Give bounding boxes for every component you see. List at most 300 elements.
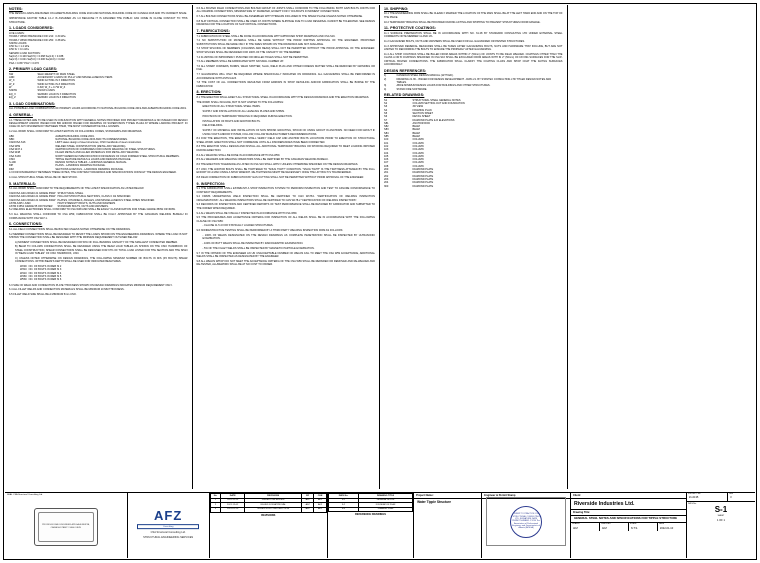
inspection-9-6-b: - 100% OF BUTT WELDS SHALL BE INSPECTED BY RADIOGRAPHIC EXAMINATION. [202, 242, 304, 246]
date-field [658, 523, 686, 531]
connections-6-1: 6.1 ALL FIELD CONNECTIONS SHALL BE BOLTED UNLESS NOTED OTHERWISE ON THE DRAWINGS. [9, 227, 131, 231]
mat-key: ASTM F1554 GRADE 55 OR HIGHER [9, 205, 53, 209]
ref-key: 2) [384, 77, 387, 81]
case-val: SNOW LOADS [37, 89, 55, 93]
rev-value: 3 [730, 496, 732, 500]
dwg-val: COLUMN [412, 151, 424, 155]
dwg-val: COLUMN [412, 161, 424, 165]
bolt-key: W460 [20, 274, 27, 278]
load-val: 0.30 kPa [55, 35, 66, 39]
sheet-value: 1 OF 1 [716, 519, 725, 523]
coatings-11-1: 11.1 SURFACE PREPARATION SHALL BE IN ACCORDANCE WITH NO. 61.28 BY STANDARD CONSULTING LTD UNDER EXTERNAL STEEL COMMENTS NOTE MEMBER 11 AND 1%. [384, 31, 563, 39]
case-val: WIND ACTING IN Z DIRECTION [37, 82, 75, 86]
logo-mark: AFZ [154, 508, 183, 524]
rev-desc: ISSUED FOR CONSTRUCTION [244, 507, 301, 512]
dwg-key: 300 [384, 184, 389, 188]
scale-field [629, 523, 658, 531]
bolt-val: NO. OF BOLTS IN WEB IS 6 [28, 278, 62, 282]
dwg-key: S82 [384, 125, 389, 129]
coatings-11-4: 11.4 ALL SHOP COATINGS SHALL BE BILLED FROM AREAS WITHIN 2" (50mm) OF JOINTS TO BE FIELD WELDED. COATINGS OTHER THAN THE CLASS A OR B COATINGS SPECIFIED IN CSA S16 SHALL BE EXCLUDED FROM AREAS WITH IN 2" (50mm) OF FAYING SURFACES FOR THE SLIP-CRITICAL BOLTED CONNECTIONS. THE FABRICATOR SHALL CLARIFY THE COATING CLASS AND SHOP COAT THE FAYING SURFACES ACCORDINGLY. [384, 52, 563, 66]
load-comb-para-1: ALL POSSIBLE LOAD COMBINATIONS OF PRIMARY LOADS ACCORDING TO NATIONAL BUILDING CODE 2019 AND ALBERTA BUILDING CODE 2019. [9, 107, 187, 111]
code-key: CSA S136 [9, 154, 21, 158]
dwg-val: COLUMN [412, 138, 424, 142]
case-val: WIND ACTING IN X DIRECTION [37, 79, 75, 83]
rev-by: AFZ [302, 503, 314, 508]
notes-column-4 [568, 5, 756, 489]
code-val: SECTIONS & DETAILS - LANDINGS DRAWING PACKAGE. [55, 167, 124, 171]
dwg-val: 3D VIEW [412, 105, 424, 109]
code-val: FILLER METALS AND ALLIED MATERIALS FOR METAL ARC WELDING. [55, 151, 140, 155]
ref-val: ABCE MINIMUM DESIGN LOADS FOR BUILDINGS AND OTHER STRUCTURES. [396, 84, 491, 88]
project-name-cell [414, 493, 482, 558]
dwg-val: DIAMOND PLATE [412, 181, 434, 185]
dwg-key: 200 [384, 168, 389, 172]
project-no-field [687, 493, 728, 501]
drawn-label: DRAWN [571, 523, 580, 526]
load-key: 1/50 Ss = 1.2 kPa [9, 45, 30, 49]
code-val: NATIONAL BUILDING CODE 2015 AND ITS COMMENTARIES. [55, 138, 128, 142]
case-key: EQ_X [9, 92, 16, 96]
ref-key: 1) [384, 74, 387, 78]
revisions-block [210, 493, 328, 558]
rev-date: 2021-12-02 [221, 503, 245, 508]
code-key: CSA W47.1 [9, 148, 23, 151]
mat-key: CAN/CSA G40.20/G40.21 GRADE 350W [9, 191, 56, 195]
dwg-no-value: S-1 [714, 505, 728, 515]
design-references-table [384, 74, 563, 90]
code-val: DESIGN NOTES & TABLES - LANDINGS GENERAL MANUAL [55, 161, 127, 165]
inspection-9-5-a: - CLAUSE 11.5.4 FOR STATICALLY LOADED STRUCTURES. [202, 224, 274, 228]
rev-desc: ISSUED FOR REVIEW [244, 498, 301, 503]
checked-value: AFZ [601, 526, 607, 530]
dwg-val: STRUCTURAL STEEL GENERAL NOTES [412, 98, 461, 102]
code-key: DIM [9, 167, 14, 171]
date-label: DATE [658, 523, 665, 526]
load-val: Sa(2.0) = 0.021 Sa(5.0) = 0.006 Sa(10.0) = 0.002 [9, 58, 65, 62]
connections-6-2-a: A) MOMENT CONNECTIONS SHALL BE DESIGNED FOR 50% OF FULL BENDING CAPACITY OF THE SMALLEST CONNECTED MEMBER. [15, 240, 178, 244]
dwg-val: DIAMOND PLATE [412, 174, 434, 178]
coatings-11-2: 11.2 GALVANIZED BOLTS, NUTS AND WASHERS SHALL BE USED FOR ALL GALVANIZED OR PAINTED STRUCTURES. [384, 40, 525, 44]
bolt-minimums-table [20, 265, 74, 281]
section-inspection: 9. INSPECTION: [196, 181, 226, 186]
dwg-val: COLUMN [412, 148, 424, 152]
drawn-field [571, 523, 600, 531]
load-val: PGA = 0.057 PGV = 0.076 [9, 61, 39, 65]
client-company-name: Riverside Industries Ltd. [571, 499, 686, 510]
ref-col-title: DRAWING TITLE [358, 494, 412, 499]
materials-table [9, 192, 188, 208]
company-logo [130, 509, 206, 539]
client-title-cell [571, 493, 687, 558]
erection-8-5: 8.5 ALL WELDERS AND WELDING OPERATORS SHALL BE CERTIFIED BY THE CANADIAN WELDING BUREAU. [196, 158, 329, 162]
rev-chk: AFZ [314, 503, 327, 508]
consultant-seal [34, 508, 98, 546]
bolt-key: W310 [20, 268, 27, 272]
code-val: ALBERTA BUILDING CODE 2019. [55, 134, 95, 138]
coatings-11-3: 11.3 APPROVED REMEDIAL MEASURES SHALL BE TAKEN AFTER GALVANIZING BOLTS, NUTS AND HARDWARE THAT INCLUDE, BUT ARE NOT LIMITED TO REFORMING THE BOLTS TO ENSURE THE PROPERLY AFTER GALVANIZING. [384, 44, 563, 52]
inspection-9-7: 9.7 IN THE OPINION OF THE ENGINEER AN UN UNACCEPTABLE NUMBER OF WELDS FAIL TO MEET THE CSA W59 ACCEPTANCE, ADDITIONAL WELDS SHALL BE INSPECTED AS DESIGNATED BY THE ENGINEER. [196, 251, 375, 258]
code-key: NBC [9, 138, 15, 142]
bolt-key: W530 [20, 278, 27, 282]
ref-title: FOUNDATION PLAN [358, 503, 412, 508]
code-val: CERTIFICATION OF COMPANIES FOR FUSION WELDING OF STEEL STRUCTURES. [55, 148, 156, 151]
case-key: EQ_Z [9, 95, 16, 99]
dwg-val: BEAM [412, 128, 420, 132]
code-val: TIPPLE FEATURE DETAILS & LOADS AND DESIGNS PACKAGE. [55, 157, 132, 161]
connections-6-4: 6.4 ALL FILLET WELDS AND CONNECTION MATERIALS SHALL BE MINIMUM 10 MM THICKNESS. [9, 288, 125, 292]
materials-5-2: 5.2 WELDING ELECTRODES SHALL CONFORM TO CSA W48 AND SHALL BE EASILY CLASSIFICATION FOR STEEL GRADE 350W OR 300W. [9, 208, 176, 212]
connections-6-3: 6.3 SIZE OF WELD AND CONNECTION PLATE THICKNESS SHOWN ON DESIGN DRAWINGS INDICATES MINIMUM REQUIREMENT ONLY. [9, 283, 173, 287]
erection-bullet: PROVISION OF TEMPORARY BRACING IF REQUIRED DURING ERECTION. [202, 114, 293, 118]
scale-label: SCALE [629, 523, 637, 526]
rev-field [728, 493, 755, 501]
erection-8-6: 8.6 THE ERECTION TOLERANCE AS LISTED IN CSA S16 SHALL APPLY UNLESS OTHERWISE SPECIFIED ON THE DESIGN DRAWINGS. [196, 163, 359, 167]
dwg-val: COLUMN [412, 141, 424, 145]
code-val: WELDED STEEL CONSTRUCTION (METAL ARC WELDING). [55, 144, 127, 148]
shipping-10-1: 10.1 THE ENGINEERING FIRM SHALL BE CLEARLY MARKED THE LOCATION OF THE MAIN SHALL BE AT THE LEFT HAND END AND ON THE TOP OF THE PIECE. [384, 12, 563, 19]
rev-by: AFZ [302, 498, 314, 503]
erection-bullet: ERECTION OF ALL STRUCTURAL STEEL ITEMS. [202, 105, 261, 109]
reference-drawings-label: REFERENCE DRAWINGS [355, 513, 387, 517]
case-val: 0.3W, W_X + 0.7W W_Z [37, 86, 66, 90]
ref-title: FRAMING PLAN [358, 507, 412, 512]
dwg-val: BEAM [412, 135, 420, 139]
load-key: SEISMIC LOAD FACTORS: [9, 51, 41, 55]
mat-val: STANDARD BOLTS, NUTS AND WASHERS. [57, 205, 109, 209]
case-key: SW [9, 72, 14, 76]
inspection-9-6-c: - 5% OF THE FILLET WELDS SHALL BE INSPECTED BY MAGNETIC PARTICLE EXAMINATION. [202, 246, 315, 250]
section-primary-load-cases: 2. PRIMARY LOAD CASES: [9, 67, 58, 72]
bolt-val: NO. OF BOLTS IN WEB IS 2 [28, 265, 62, 269]
mat-val: HOLLOW STRUCTURAL SECTIONS, CLASS C AS SPECIFIED. [57, 195, 132, 199]
project-name-value: Water Tipple Structure [417, 500, 452, 505]
ref-val: DRAWING 21.36 - ISSUED FOR DESIGN DEVELOPMENT - DWG 21. BY STANTEC CONSULTING LTD TITLED DESIGN NOTES AND TABLES. [396, 77, 552, 84]
section-notes-heading: NOTES: [9, 7, 23, 11]
dwg-val: DIAMOND PLATE [412, 171, 434, 175]
load-val: Sa(0.2) = 0.100 Sa(0.5) = 0.068 Sa(1.0) = 0.038 [9, 55, 64, 59]
mat-val: HIGH STRENGTH BOLTS, NUTS AND WASHERS [57, 201, 116, 205]
erection-8-8: 8.8 FIELD CORRECTION OF FABRICATION BY GAS CUTTING SHALL NOT BE PERMITTED WITHOUT PRIOR APPROVAL OF THE ENGINEER. [196, 175, 365, 179]
dwg-val: COLUMN [412, 154, 424, 158]
fabrications-7-6: 7.6 ALL SHARP CORNERS, BURRS, WELD SPATTER, SLAG, WELD PLUG AND OTHER FOREIGN MATTER SHALL BE REMOVED BY GRINDING OR FILE. [196, 65, 375, 72]
dwg-key: 104 [384, 151, 389, 155]
date-value: 2022-01-10 [659, 526, 674, 530]
erection-bullet: FIELD WELDING. [202, 124, 224, 128]
shipping-10-2: 10.2 TEMPORARY BRACING SHALL BE PROVIDED DURING LIFTING AND SHIPPING TO PREVENT STRUCTURES FROM DAMAGE. [384, 20, 541, 24]
logo-subtitle: CSA Structural Consulting Ltd. [150, 530, 186, 534]
mat-val: PLATES, CHANNELS, ANGLES, AND MISCELLANEOUS STEEL WHEN SPECIFIED. [57, 198, 155, 202]
project-no-label: PROJECT No. [687, 493, 701, 495]
dwg-key: 201 [384, 171, 389, 175]
dwg-key: S83 [384, 128, 389, 132]
fabrications-7-1: 7.1 FABRICATION OF STEEL SHALL BE DONE IN ACCORDANCE WITH APPROVED SHOP DRAWINGS AND CSA S16. [196, 34, 336, 38]
sheet-label: SHEET [717, 515, 725, 518]
dwg-val: DETAIL SHEET [412, 115, 431, 119]
bolt-val: NO. OF BOLTS IN WEB IS 4 [28, 271, 62, 275]
ref-val: CANADIAN STEEL DESIGN MANUAL (11TH ED). [396, 74, 454, 78]
case-key: ADD [9, 76, 15, 80]
dwg-key: 106 [384, 158, 389, 162]
rev-date: 2021-11-15 [221, 498, 245, 503]
ref-col-no: DWG No. [329, 494, 359, 499]
section-connections: 6. CONNECTIONS: [9, 222, 43, 227]
connections-6-5: 6.5 FILLET WELD SIZE SHALL BE A MINIMUM 5mm UNO. [9, 293, 77, 297]
dwg-val: COLUMN SETTING OUT AND FOUNDATION [412, 102, 465, 106]
connections-6-8: 6.8 SLIP CRITICAL CONNECTION SHALL BE USED AT JOINTS WHERE SLIPPAGE DUE TO LOAD REVERSAL CANNOT BE TOLERATED. SEE DESIGN DRAWING FOR THE LOCATION OF SLIP CRITICAL CONNECTIONS. [196, 19, 375, 27]
drawing-title-value: GENERAL STEEL NOTES AND SPECIFICATIONS FOR TIPPLE STRUCTURE [571, 516, 686, 523]
reference-drawings-block [328, 493, 413, 558]
dwg-key: 204 [384, 181, 389, 185]
fabrications-7-8: 7.8 THE COST OF ALL CORRECTIONS RESULTED FROM ERRORS IN SHOP DETAILING AND/OR FABRICATION SHALL BE BORNE BY THE FABRICATOR. [196, 81, 375, 88]
drawn-value: AFZ [572, 526, 578, 530]
erection-8-4: 8.4 ALL WELDING SHALL BE DONE IN ACCORDANCE WITH CSA W59. [196, 153, 281, 157]
erection-8-7: 8.7 UNO, THE ANCHOR BOLTS SHALL BE TIGHTENED TO "SNUG TIGHT" CONDITION. "SNUG TIGHT" IS THE TIGHTNESS ATTAINED BY THE FULL EFFORT OF A MAN USING A SPUD WRENCH. RE-TIGHTENING MIGHT BE NECESSARY ONCE THE LIFT BOLT IS TRANSFERRED. [196, 167, 375, 175]
code-val: LIMIT states design of steel structures, CISC handbook of steel construction. [55, 141, 142, 145]
dwg-key: S4 [384, 108, 388, 112]
erection-8-3: 8.3 THE ERECTOR SHALL DESIGN AND INSTALL ALL ADDITIONAL TEMPORARY BRACING OR SHORING REQUIRED TO MEET LOADING IMPOSED DURING ERECTION. [196, 145, 375, 152]
dwg-key: 105 [384, 154, 389, 158]
section-related-drawings: RELATED DRAWINGS: [384, 93, 425, 98]
dwg-key: 108 [384, 164, 389, 168]
erection-8-1: 8.1 THE ERECTOR SHALL ERECT ALL STRUCTURAL STEEL IN ACCORDANCE WITH THE DESIGN DRAWINGS AND THE ERECTION DRAWINGS. [196, 95, 370, 99]
erection-bullet: SUPPLY OF MATERIAL AND INSTALLATION OF NON SHRINK GROUTING, SHOUD OF USING GROUT IN ANCHORS. NO NEED FOR GROUT IF USING VOLTS AND/OR SYSTEM, FOLLOW, FOLLOW MANUFACTURER'S RECOMMENDATIONS. [202, 129, 375, 136]
notes-columns [5, 5, 755, 489]
table-row [210, 507, 326, 512]
notes-column-1 [5, 5, 193, 489]
materials-5-1: 5.1 ALL WORK SHALL CONFORM TO THE REQUIREMENTS OF THE LATEST SPECIFICATION AS LISTED BELOW. [9, 187, 145, 191]
dwg-val: DIAMOND PLATE [412, 184, 434, 188]
dwg-val: ANCHOR ROD [412, 121, 430, 125]
dwg-val: DIAMOND PLATE [412, 168, 434, 172]
rev-by: AFZ [302, 507, 314, 512]
inspection-9-6: 9.6 NONDESTRUCTIVE TESTING SHALL BE PERFORMED BY A THIRD PARTY WELDING INSPECTION FIRM AS FOLLOWS: [196, 229, 344, 233]
connections-6-2: 6.2 MEMBER CONNECTIONS SHALL BE DESIGNED TO RESIST THE LOADS SHOWN ON THE ENGINEERING DRAWINGS. WHERE THE LOAD IS NOT SHOWN THE CONNECTION SHALL BE DESIGNED WITH THE MINIMUM REQUIREMENT OUTLINED BELOW. [9, 232, 188, 239]
dwg-key: S6 [384, 115, 388, 119]
notes-para-1: THE DESIGN LOADS ARE BASED ON ALBERTA BUILDING CODE 2019 AND NATIONAL BUILDING CODE OF CANADA 2015 AND ITS CURRENT ISSUE. [9, 12, 188, 16]
connections-6-2-b: B) BEAM TO COLUMN CONNECTIONS SHALL BE DESIGNED USING THE BEAM LOAD TABLES AS SHOWN ON THE CISC HANDBOOK OF STEEL CONSTRUCTION, SHEAR CONNECTIONS SHALL BE DESIGNED FOR 67% OF TOTAL LOAD LISTED FOR THE SECTION AND THE SPAN IN "BEAM LOAD TABLES" OF CISC HANDBOOK, UNO. [15, 245, 188, 256]
revisions-cell [210, 493, 414, 558]
notes-column-3 [380, 5, 568, 489]
fabrications-7-4: 7.4 FLUSHING OF IMPROPERLY PUNCHED OR DRILLED HOLES SHALL NOT BE PERMITTED. [196, 55, 309, 59]
seal-note-cell [5, 493, 128, 558]
table-row [329, 507, 413, 512]
dwg-key: S81 [384, 121, 389, 125]
permit-stamp-area [486, 497, 566, 546]
section-fabrications: 7. FABRICATIONS: [196, 29, 230, 34]
inspection-9-3: 9.3 RECORDS OF INSPECTIONS AND CERTIFIED REPORTS OF TEST PERFORMANCE SHALL BE RETAINED BY FABRICATOR AND SUBMITTED TO THE OWNER WHEN REQUIRED. [196, 203, 375, 210]
general-4-4: 4.4 ALL STRUCTURAL STEEL SHALL BE OF NEW STOCK. [9, 175, 78, 179]
erection-work-intro: THE WORK SHALL INCLUDE, BUT IS NOT LIMITED TO THE FOLLOWING: [196, 100, 284, 104]
rev-label: REV [729, 493, 734, 495]
dwg-key: S5 [384, 111, 388, 115]
fabrications-7-5: 7.5 ALL MEMBERS SHALL BE FABRICATED WITH NATURAL CAMBER UP. [196, 60, 284, 64]
notes-column-2 [193, 5, 381, 489]
rev-no: 3 [210, 507, 221, 512]
title-block [5, 492, 755, 558]
rev-col-no: No. [210, 494, 221, 499]
section-design-references: DESIGN REFERENCES: [384, 68, 427, 73]
permit-stamp-label: Engineer & Permit Stamp [482, 493, 570, 499]
inspection-9-2: 9.2 FIRMS UNDERTAKING WELD INSPECTION SHALL BE CERTIFIED TO CAN W178.1 "CERTIFICATION OF WELDING INSPECTION ORGANIZATIONS". ALL WELDING INSPECTORS SHALL BE CERTIFIED TO CAN W178.2 "CERTIFICATION OF WELDING INSPECTORS". [196, 195, 375, 202]
mat-key: CAN/CSA G40.20/G40.21 GRADE 300W [9, 198, 56, 202]
connections-6-2-c: C) UNLESS NOTED OTHERWISE ON DESIGN DRAWINGS, THE FOLLOWING MINIMUM NUMBER OF BOLTS IN M/S (P2 BOLTS) SHEAR CONNECTIONS. WITHIN BEAM'S DEPTH SHALL BE USED FOR INDICATED BEAM SIZES. [15, 256, 188, 264]
project-name-label: Project Name: [414, 493, 481, 499]
primary-load-cases-table [9, 73, 188, 99]
rev-no: 1 [210, 498, 221, 503]
load-key: LIVE LOADS: [9, 31, 25, 35]
rev-chk: AFZ [314, 507, 327, 512]
dwg-key: S7 [384, 118, 388, 122]
connections-6-7: 6.7 ALL BOLTED CONNECTIONS SHALL BE ASSEMBLED WITH THREADS INCLUDED IN THE SHEAR PLANE UNLESS NOTED OTHERWISE. [196, 15, 363, 19]
bolt-key: W200 [20, 265, 27, 269]
section-erection: 8. ERECTION: [196, 90, 222, 95]
dwg-val: COLUMN [412, 164, 424, 168]
rev-col-date: DATE [221, 494, 245, 499]
seal-note-text: SEAL CSA Structural Consulting Ltd. [7, 494, 43, 496]
ref-title: GENERAL NOTES [358, 498, 412, 503]
rev-chk: AFZ [314, 498, 327, 503]
logo-tagline: STRUCTURAL ENGINEERING SERVICES [143, 535, 194, 539]
dwg-key: 101 [384, 141, 389, 145]
dwg-key: S85 [384, 135, 389, 139]
dwg-key: S84 [384, 131, 389, 135]
rev-col-chk: CHK [314, 494, 327, 499]
code-key: CAN/CSA S16 [9, 141, 26, 145]
dwg-val: DIAMOND PLATE [412, 177, 434, 181]
dwg-key: 103 [384, 148, 389, 152]
load-key: 1/50 Sr = 0.1 kPa [9, 48, 29, 52]
revision-table[interactable] [210, 493, 327, 513]
case-key: SNOW [9, 89, 17, 93]
related-drawings-table [384, 99, 563, 188]
rev-desc: ISSUED FOR APPROVAL [244, 503, 301, 508]
dwg-val: SECTION SHEET [412, 111, 434, 115]
ref-key: 4) [384, 87, 387, 91]
dwg-key: S3 [384, 105, 388, 109]
ref-no: S-3 [329, 507, 359, 512]
code-key: DIP [9, 164, 14, 168]
inspection-9-1: 9.1 THE FABRICATOR SHALL ESTABLISH A SHOP INSPECTION SYSTEM TO PERFORM INSPECTION AND TEST TO ASSURE CONFORMANCE TO CONTRACT REQUIREMENTS. [196, 187, 375, 194]
dwg-key: 102 [384, 144, 389, 148]
client-label: Client: [571, 493, 686, 499]
connections-6-6: 6.6 ALL BOLTED FIELD CONNECTIONS AND BOLTED GROUP OF JOINTS SHALL CONFORM TO THE FOLLOWING: BOTH A325 BOLTS JOINTS FOR ALL FRAMING CONNECTIONS, MINIMUM SIZE %" DIAMETER, EXCEPT FOR 1" DIA BOLTS IN MOMENT CONNECTIONS. [196, 7, 375, 14]
reference-drawings-table[interactable] [328, 493, 413, 512]
case-key: W_X [9, 79, 15, 83]
mat-val: STRUCTURAL STEEL [57, 191, 84, 195]
project-no-value: 21-0135 [688, 496, 699, 500]
checked-label: CHECKED [600, 523, 611, 526]
inspection-9-8: 9.8 ALL WELDS WHICH DO NOT MEET THE ACCEPTANCE CRITERIA OF THE CSA W59 SHALL BE REPAIRED OR REMOVED AND RE-WELDED AND RE-TESTED, ALL/REWORK SHALL BE AT NO COST TO OWNER. [196, 259, 375, 266]
dwg-key: S2 [384, 102, 388, 106]
load-val: 0.38 kPa [55, 38, 66, 42]
section-general: 4. GENERAL: [9, 113, 33, 118]
bolt-val: NO. OF BOLTS IN WEB IS 5 [28, 274, 62, 278]
code-key: CSA W48 [9, 151, 21, 155]
code-key: S-190 [9, 161, 16, 165]
bolt-val: NO. OF BOLTS IN WEB IS 3 [28, 268, 62, 272]
section-protective-coatings: 11. PROTECTIVE COATINGS: [384, 26, 437, 31]
dwg-key: 100 [384, 138, 389, 142]
dwg-val: BEAM [412, 131, 420, 135]
rev-col-desc: REVISIONS [244, 494, 301, 499]
consultant-seal-inner: PROFESSIONAL ENGINEER APEGA ALBERTA, CANADA STAMP / SEAL DATE [38, 512, 94, 542]
case-val: SEISMIC LOAD IN Z DIRECTION [37, 95, 76, 99]
section-materials: 5. MATERIALS: [9, 181, 37, 186]
codes-standards-table [9, 135, 188, 171]
case-key: W_Z [9, 82, 15, 86]
case-key: W [9, 86, 12, 90]
permit-stamp-cell [482, 493, 571, 558]
load-key: SNOW LOADS: [9, 41, 27, 45]
dwg-key: 107 [384, 161, 389, 165]
dwg-number-cell [687, 493, 755, 558]
rev-no: 2 [210, 503, 221, 508]
general-4-1: 4.1 THESE NOTES ARE TO BE USED IN CONJUNCTION WITH GENERAL NOTES PROVIDED FOR PROJECT DRAWINGS & NO ISSUED FOR DESIGN DEVELOPMENT AND/OR ISSUED FOR BID AND/OR ISSUED FOR DRAWING OF SUPERVISION TYPE/E PLAZA AT WHERE LANDING PROJECT. IN CASE OF ANY DISCREPANCY BETWEEN THEM, THE MOST CONSERVATIVE WILL GOVERN. [9, 118, 188, 129]
load-key: HOURLY WIND PRESSURE FOR 1/50 [9, 38, 54, 42]
revisions-label: REVISIONS [261, 513, 276, 517]
dwg-val: DIAMOND PLATE & R ELEVATIONS [412, 118, 455, 122]
logo-cell [128, 493, 210, 558]
mat-key: ASTM A325 / A490 [9, 201, 31, 205]
fabrications-7-7: 7.7 GALVANIZING WILL ONLY BE REQUIRED WHERE SPECIFICALLY INDICATED ON DRAWINGS. ALL GALVANIZING SHALL BE PERFORMED IN ACCORDANCE WITH ASTM A123. [196, 73, 375, 80]
case-val: SEISMIC LOAD IN X DIRECTION [37, 92, 77, 96]
dwg-val: FRAMING PLAN [412, 108, 432, 112]
logo-box: Consulting [137, 524, 199, 529]
code-key: ABC [9, 134, 15, 138]
inspection-9-6-a: - 100% OF WELDS DESIGNATED ON THE DESIGN DRAWINGS AS COMPLETE PENETRATION SHALL BE INSPECTED BY ULTRASONIC EXAMINATION. [202, 233, 375, 241]
code-val: PLANS - LANDINGS DRAWING PACKAGE. [55, 164, 106, 168]
code-val: NORTH AMERICAN SPECIFICATION FOR DESIGN OF COLD FORMED STEEL STRUCTURAL MEMBERS. [55, 154, 180, 158]
mat-key: CAN/CSA G40.20/G40.21 GRADE 350W [9, 195, 56, 199]
rev-date: 2022-01-10 [221, 507, 245, 512]
inspection-9-4: 9.4 ALL WELDS SHALL BE VISUALLY INSPECTED IN ACCORDANCE WITH CSA W59. [196, 211, 298, 215]
load-key: HOURLY WIND PRESSURE FOR 1/10 [9, 35, 54, 39]
scale-value: N.T.S. [630, 526, 638, 530]
checked-field [600, 523, 629, 531]
dwg-key: 202 [384, 174, 389, 178]
fabrications-7-2: 7.2 NO SUBSTITUTION OF MATERIAL SHALL BE MADE WITHOUT THE PRIOR WRITTEN APPROVAL OF THE ENGINEER. PROPOSED SUBSTITUTIONS SHALL BE MADE ONLY IF THE SIZES SHOWN ON THE DRAWINGS ARE NOT AVAILABLE. [196, 39, 375, 46]
inspection-9-5: 9.5 THE PROCEDURES AND ACCEPTANCE CRITERIA FOR INSPECTION OF ALL WELDS SHALL BE IN ACCORDANCE WITH THE FOLLOWING CLAUSE OF CSA W59: [196, 216, 375, 223]
notes-para-2: IMPORTANCE FACTOR TABLE 4.1.2 IS ASSUMED AS 1.0 BECAUSE IT IS ASSUMED THE PUBLIC CAN COME IN CLOSE CONTACT TO THIS STRUCTURE. [9, 17, 188, 24]
rev-col-by: BY [302, 494, 314, 499]
section-load-combinations: 3. LOAD COMBINATIONS: [9, 101, 56, 106]
dwg-val: BEAM [412, 125, 420, 129]
general-4-3: 4.3 FOR DISCREPANCY BETWEEN THESE NOTES, THE CONTRACT DRAWINGS AND SPECIFICATIONS CONSULT THE DESIGN ENGINEER. [9, 171, 177, 175]
materials-5-3: 5.3 ALL WELDING SHALL CONFORM TO CSA W59, FABRICATOR SHALL BE FULLY APPROVED BY THE CANADIAN WELDING BUREAU IN COMPLIANCE WITH CSA W47.1. [9, 213, 188, 220]
section-shipping: 10. SHIPPING: [384, 7, 409, 11]
drawing-title-label: Drawing Title: [571, 510, 686, 516]
dwg-no-label: DWG No. [687, 502, 697, 505]
apega-stamp: PERMIT TO PRACTICE CSA STRUCTURAL CONSULTING LTD. SIGNATURE DATE PERMIT NUMBER: P1234 The Association of Professional Engineers and Geoscientists of Alberta (APEGA) [510, 506, 542, 538]
dwg-val: COLUMN [412, 144, 424, 148]
erection-8-2: 8.2 FOR THE ERECTION, THE ERECTOR SHALL VERIFY FIELD CAP AND ANCHOR BOLTS LOCATIONS PRIOR TO ERECTION OF STRUCTURAL STEEL WORK. ERECTION SHALL NOT COMMENCE UNTIL ALL DISCREPANCIES HAVE BEEN CORRECTED. [196, 137, 375, 144]
loads-considered-table [9, 32, 188, 65]
ref-val: STAND FIRE SOFTWARE. [396, 87, 428, 91]
erection-bullet: INSTALLATION OF BOLTS AND ANCHOR BOLTS. [202, 119, 261, 123]
code-key: CSA W59 [9, 144, 21, 148]
section-loads-considered: 1. LOADS CONSIDERED: [9, 26, 54, 31]
ref-key: 3) [384, 84, 387, 88]
erection-bullet: SUPPLY AND INSTALLATION OF ALL LEVELING PLATES AND SHIMS. [202, 110, 285, 114]
dwg-key: S1 [384, 98, 388, 102]
fabrications-7-3: 7.3 SHOP SPLICING OF MEMBERS (COLUMNS AND BEAM) SHALL NOT BE PERMITTED WITHOUT THE PRIOR APPROVAL OF THE ENGINEER. SHOP SPLICES SHALL BE DESIGNED FOR 100% OF THE CAPACITY OF THE MEMBER. [196, 47, 375, 54]
ref-no: S-2 [329, 503, 359, 508]
case-val: ACCESSORY LOADS OF PULLY AND MISCELLANEOUS ITEMS [37, 76, 113, 80]
dwg-key: 203 [384, 177, 389, 181]
ref-no: S-1 [329, 498, 359, 503]
bolt-key: W410 [20, 271, 27, 275]
case-val: SELF-WEIGHT OF MAIN STEEL [37, 72, 76, 76]
